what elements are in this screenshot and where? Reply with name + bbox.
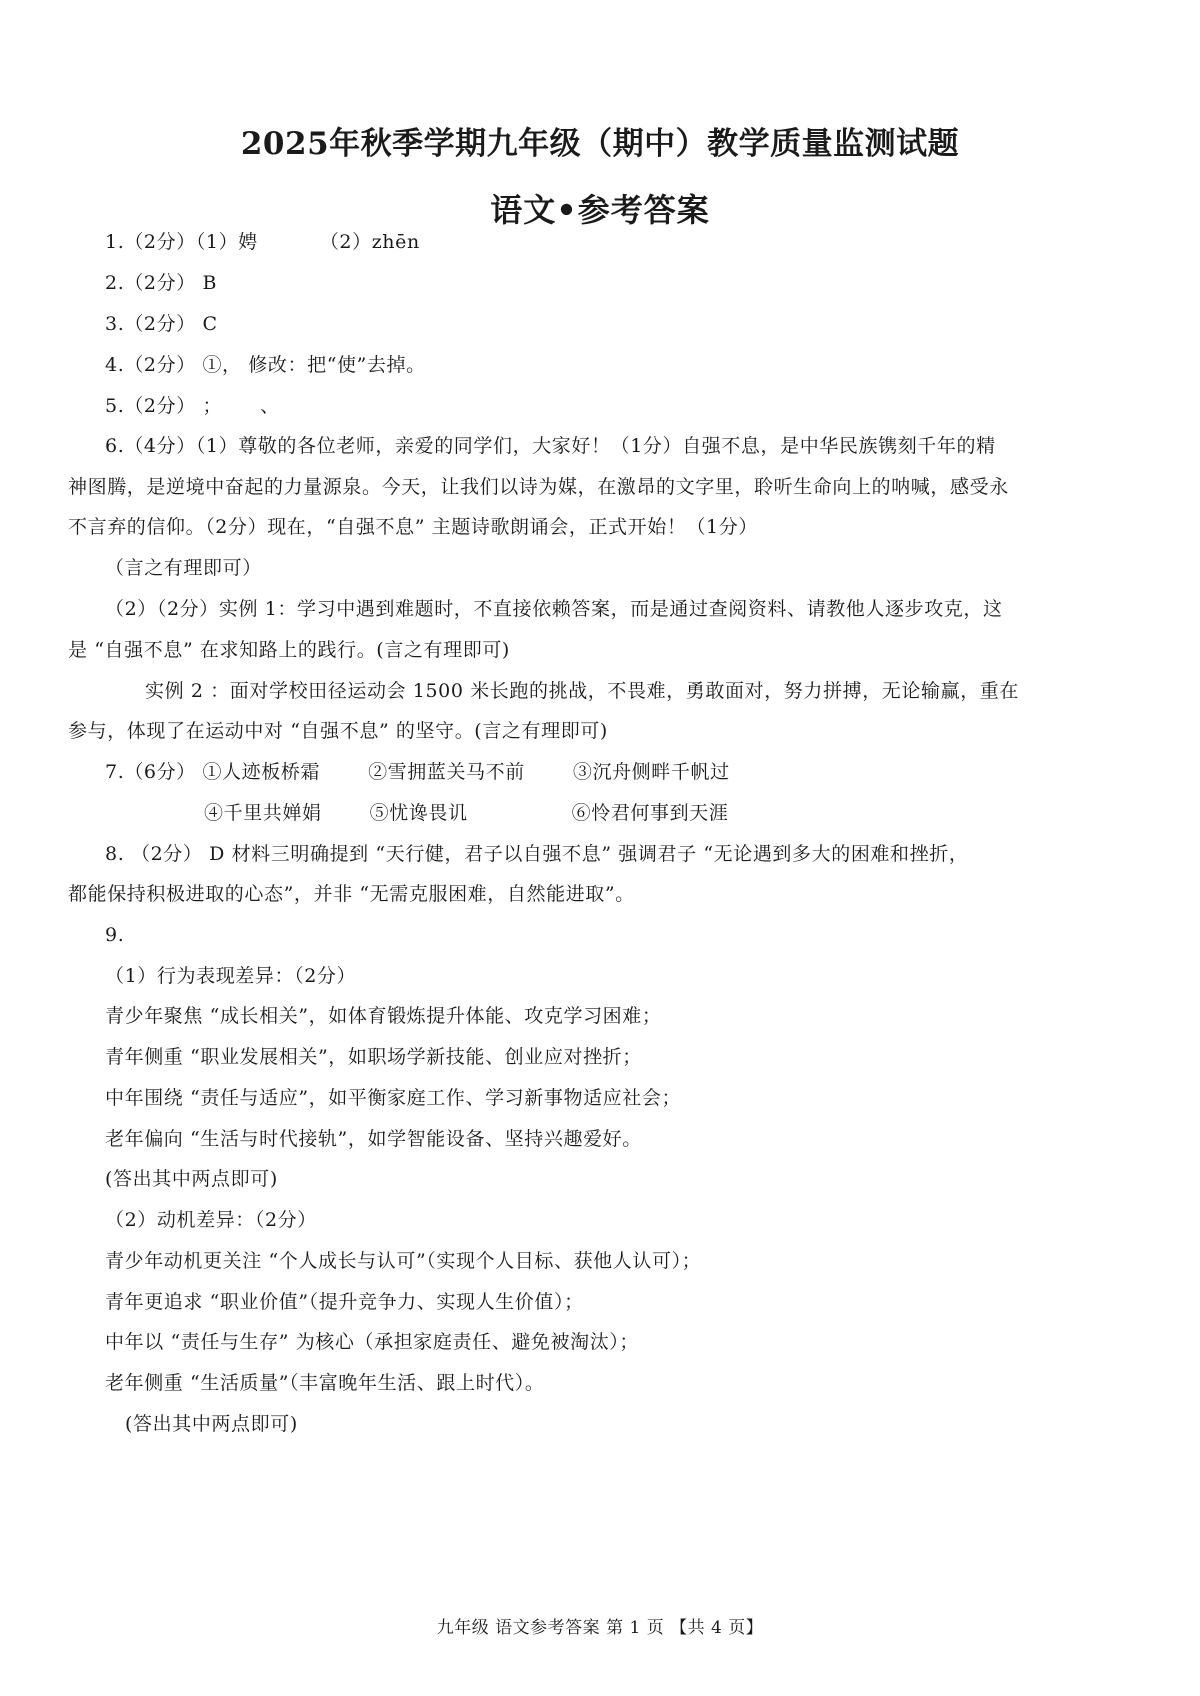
- answer-line-q6-example1: （2）（2分）实例 1：学习中遇到难题时，不直接依赖答案，而是通过查阅资料、请教他人逐步攻克，这: [105, 598, 1003, 620]
- answer-line-q9-youth-behavior: 青年侧重 “职业发展相关”，如职场学新技能、创业应对挫折；: [105, 1046, 642, 1068]
- answer-q7-item3: ③沉舟侧畔千帆过: [572, 761, 730, 783]
- answer-line-q3: 3.（2分） C: [105, 313, 218, 335]
- answer-line-q9-elder-motive: 老年侧重 “生活质量”（丰富晚年生活、跟上时代）。: [105, 1372, 545, 1394]
- answer-line-q9-teen-motive: 青少年动机更关注 “个人成长与认可”（实现个人目标、获他人认可）；: [105, 1250, 702, 1272]
- answer-q5-part1: 5.（2分） ；: [105, 395, 223, 417]
- answer-line-q6-example1-cont: 是 “自强不息” 在求知路上的践行。(言之有理即可): [68, 639, 510, 661]
- answer-line-q6-example2-cont: 参与，体现了在运动中对 “自强不息” 的坚守。(言之有理即可): [68, 720, 608, 742]
- answer-q7-item4: ④千里共婵娟: [204, 802, 322, 824]
- answer-line-q9-behavior-note: (答出其中两点即可): [105, 1168, 278, 1190]
- answer-line-q9-motive-heading: （2）动机差异：（2分）: [105, 1209, 317, 1231]
- answer-q7-item6: ⑥怜君何事到天涯: [571, 802, 729, 824]
- answer-line-q9-youth-motive: 青年更追求 “职业价值”（提升竞争力、实现人生价值）；: [105, 1291, 584, 1313]
- page-title: 2025年秋季学期九年级（期中）教学质量监测试题: [240, 126, 960, 162]
- answer-line-q6-1: 6.（4分）（1）尊敬的各位老师，亲爱的同学们，大家好！（1分）自强不息，是中华民族镌刻千年的精: [105, 435, 996, 457]
- answer-q1-part1: 1.（2分）（1）娉: [105, 231, 258, 253]
- answer-line-q9-teen-behavior: 青少年聚焦 “成长相关”，如体育锻炼提升体能、攻克学习困难；: [105, 1005, 662, 1027]
- answer-line-q9-motive-note: (答出其中两点即可): [125, 1413, 298, 1435]
- answer-line-q6-2: 神图腾，是逆境中奋起的力量源泉。今天，让我们以诗为媒，在激昂的文字里，聆听生命向上的呐喊，感受永: [68, 476, 1009, 498]
- answer-q7-item5: ⑤忧谗畏讥: [369, 802, 468, 824]
- answer-line-q7-2: [204, 800, 728, 826]
- page-footer: 九年级 语文参考答案 第 1 页 【共 4 页】: [436, 1618, 764, 1638]
- answer-line-q1: [105, 229, 420, 255]
- answer-line-q6-example2: 实例 2 ：面对学校田径运动会 1500 米长跑的挑战，不畏难，勇敢面对，努力拼搏，无论输赢，重在: [145, 680, 1020, 702]
- answer-q7-item1: 7.（6分） ①人迹板桥霜: [105, 761, 321, 783]
- answer-line-q8-2: 都能保持积极进取的心态”，并非 “无需克服困难，自然能进取”。: [68, 883, 635, 905]
- answer-q1-part2: （2）zhēn: [319, 231, 420, 253]
- answer-q5-part2: 、: [260, 395, 280, 417]
- answer-line-q5: [105, 393, 280, 419]
- answer-line-q9-elder-behavior: 老年偏向 “生活与时代接轨”，如学智能设备、坚持兴趣爱好。: [105, 1128, 642, 1150]
- answer-line-q9: 9.: [105, 924, 125, 946]
- answer-line-q9-middle-motive: 中年以 “责任与生存” 为核心（承担家庭责任、避免被淘汰）；: [105, 1331, 640, 1353]
- page-subtitle: 语文•参考答案: [490, 191, 710, 229]
- answer-q7-item2: ②雪拥蓝关马不前: [368, 761, 525, 783]
- answer-line-q6-3: 不言弃的信仰。（2分）现在，“自强不息” 主题诗歌朗诵会，正式开始！（1分）: [68, 516, 758, 538]
- answer-line-q7-1: [105, 759, 730, 785]
- answer-line-q6-note: （言之有理即可）: [105, 557, 262, 579]
- answer-line-q2: 2.（2分） B: [105, 272, 218, 294]
- answer-line-q4: 4.（2分） ①， 修改：把“使”去掉。: [105, 354, 426, 376]
- answer-line-q9-behavior-heading: （1）行为表现差异：（2分）: [105, 965, 357, 987]
- answer-line-q9-middle-behavior: 中年围绕 “责任与适应”，如平衡家庭工作、学习新事物适应社会；: [105, 1087, 682, 1109]
- answer-line-q8-1: 8. （2分） D 材料三明确提到 “天行健，君子以自强不息” 强调君子 “无论遇到多大的困难和挫折，: [105, 843, 969, 865]
